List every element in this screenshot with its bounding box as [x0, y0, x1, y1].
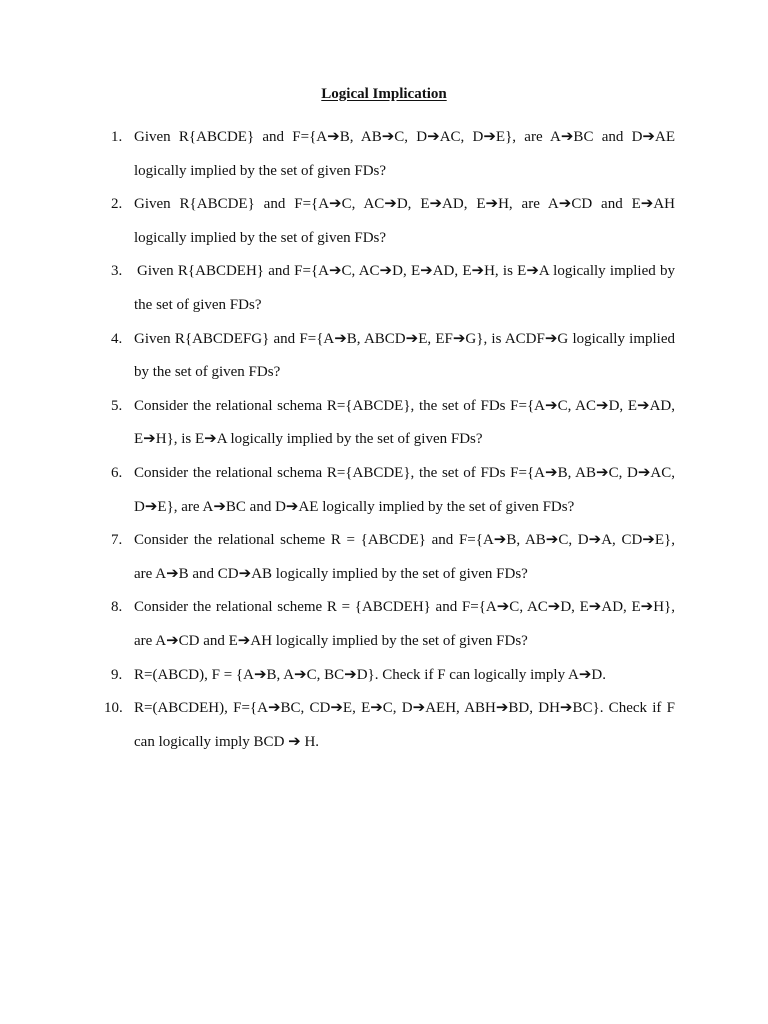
question-text: Consider the relational schema R={ABCDE}, the set of FDs F={A➔C, AC➔D, E➔AD, E➔H}, is E➔A logically implied by the set of given FDs? — [134, 397, 675, 448]
document-title: Logical Implication — [321, 86, 447, 102]
question-item-3 — [0, 255, 675, 322]
question-text: Given R{ABCDE} and F={A➔C, AC➔D, E➔AD, E➔H, are A➔CD and E➔AH logically implied by the set of given FDs? — [134, 196, 675, 246]
question-text: Consider the relational schema R={ABCDE}, the set of FDs F={A➔B, AB➔C, D➔AC, D➔E}, are A➔BC and D➔AE logically implied by the set of given FDs? — [134, 464, 675, 515]
question-number: 3. — [111, 263, 123, 280]
question-text: Consider the relational scheme R = {ABCDE} and F={A➔B, AB➔C, D➔A, CD➔E}, are A➔B and CD➔AB logically implied by the set of given FDs? — [134, 532, 675, 582]
question-item-5 — [0, 390, 675, 457]
question-item-7 — [0, 524, 675, 591]
question-number: 2. — [111, 196, 123, 213]
question-text: Given R{ABCDEFG} and F={A➔B, ABCD➔E, EF➔G}, is ACDF➔G logically implied by the set of given FDs? — [134, 330, 675, 381]
question-number: 5. — [111, 397, 123, 414]
question-number: 6. — [111, 464, 123, 481]
question-text: Consider the relational scheme R = {ABCDEH} and F={A➔C, AC➔D, E➔AD, E➔H}, are A➔CD and E➔AH logically implied by the set of given FDs? — [134, 599, 675, 649]
question-number: 1. — [111, 129, 123, 145]
question-text: Given R{ABCDEH} and F={A➔C, AC➔D, E➔AD, E➔H, is E➔A logically implied by the set of given FDs? — [134, 263, 675, 313]
question-item-1 — [0, 121, 675, 188]
question-text: R=(ABCD), F = {A➔B, A➔C, BC➔D}. Check if F can logically imply A➔D. — [134, 666, 607, 683]
question-text: Given R{ABCDE} and F={A➔B, AB➔C, D➔AC, D➔E}, are A➔BC and D➔AE logically implied by the set of given FDs? — [134, 129, 675, 179]
question-item-10 — [0, 692, 675, 759]
question-item-8 — [0, 591, 675, 658]
question-list — [0, 121, 768, 759]
question-number: 4. — [111, 330, 123, 347]
question-number: 10. — [104, 700, 123, 717]
question-item-2 — [0, 188, 675, 255]
question-text: R=(ABCDEH), F={A➔BC, CD➔E, E➔C, D➔AEH, ABH➔BD, DH➔BC}. Check if F can logically imply BCD ➔ H. — [134, 700, 675, 750]
question-item-9 — [0, 659, 675, 693]
question-number: 9. — [111, 666, 123, 683]
question-number: 8. — [111, 599, 123, 616]
question-item-6 — [0, 457, 675, 524]
question-item-4 — [0, 323, 675, 390]
question-number: 7. — [111, 532, 123, 549]
